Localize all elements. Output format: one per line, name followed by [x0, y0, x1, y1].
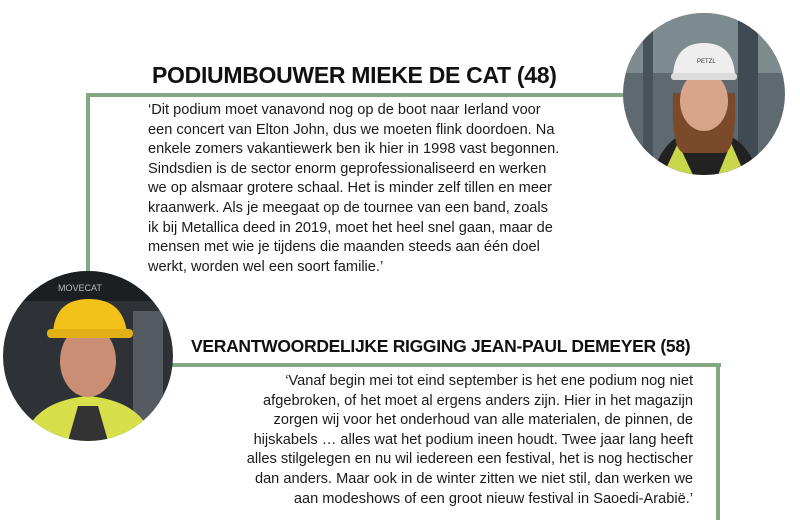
frame-line-right — [716, 363, 720, 520]
person2-name-heading: VERANTWOORDELIJKE RIGGING JEAN-PAUL DEMEYER (58) — [191, 336, 691, 356]
person1-portrait-photo — [623, 13, 785, 175]
quote-line: enkele zomers vakantiewerk ben ik hier in 1998 vast begonnen. — [148, 141, 560, 158]
background-logo-text: MOVECAT — [58, 283, 102, 293]
person1-name-heading: PODIUMBOUWER MIEKE DE CAT (48) — [152, 62, 557, 88]
quote-line: een concert van Elton John, dus we moeten flink doordoen. Na — [148, 121, 555, 138]
quote-line: mensen met wie je tijdens die maanden steeds aan één doel — [148, 239, 540, 256]
quote-line: werkt, worden wel een soort familie.’ — [148, 258, 384, 275]
helmet-logo-text: PETZL — [697, 59, 716, 65]
quote-line: aan modeshows of een groot nieuw festival in Saoedi-Arabië.’ — [293, 490, 693, 507]
person2-portrait-photo — [3, 271, 173, 441]
person2-quote — [247, 372, 693, 509]
quote-line: dan anders. Maar ook in de winter zitten we niet stil, dan werken we — [254, 470, 693, 487]
quote-line: ‘Dit podium moet vanavond nog op de boot naar Ierland voor — [148, 102, 541, 118]
frame-line-top — [86, 93, 646, 97]
quote-line: afgebroken, of het moet al ergens anders zijn. Hier in het magazijn — [263, 392, 693, 409]
quote-line: zorgen wij voor het onderhoud van alle materialen, de pinnen, de — [273, 412, 693, 429]
quote-line: alles stilgelegen en nu wil iedereen een festival, het is nog hectischer — [246, 451, 693, 468]
quote-line: Sindsdien is de sector enorm geprofessionaliseerd en werken — [148, 160, 547, 177]
frame-line-left — [86, 93, 90, 283]
person1-quote — [148, 101, 559, 277]
quote-line: ik bij Metallica deed in 2019, moet het heel snel gaan, maar de — [148, 219, 553, 236]
quote-line: hijskabels … alles wat het podium ineen houdt. Twee jaar lang heeft — [253, 431, 693, 448]
quote-line: ‘Vanaf begin mei tot eind september is het ene podium nog niet — [285, 373, 693, 389]
frame-line-top — [172, 363, 721, 367]
quote-line: we op alsmaar grotere schaal. Het is minder zelf tillen en meer — [148, 180, 552, 197]
quote-line: kraanwerk. Als je meegaat op de tournee van een band, zoals — [148, 199, 548, 216]
